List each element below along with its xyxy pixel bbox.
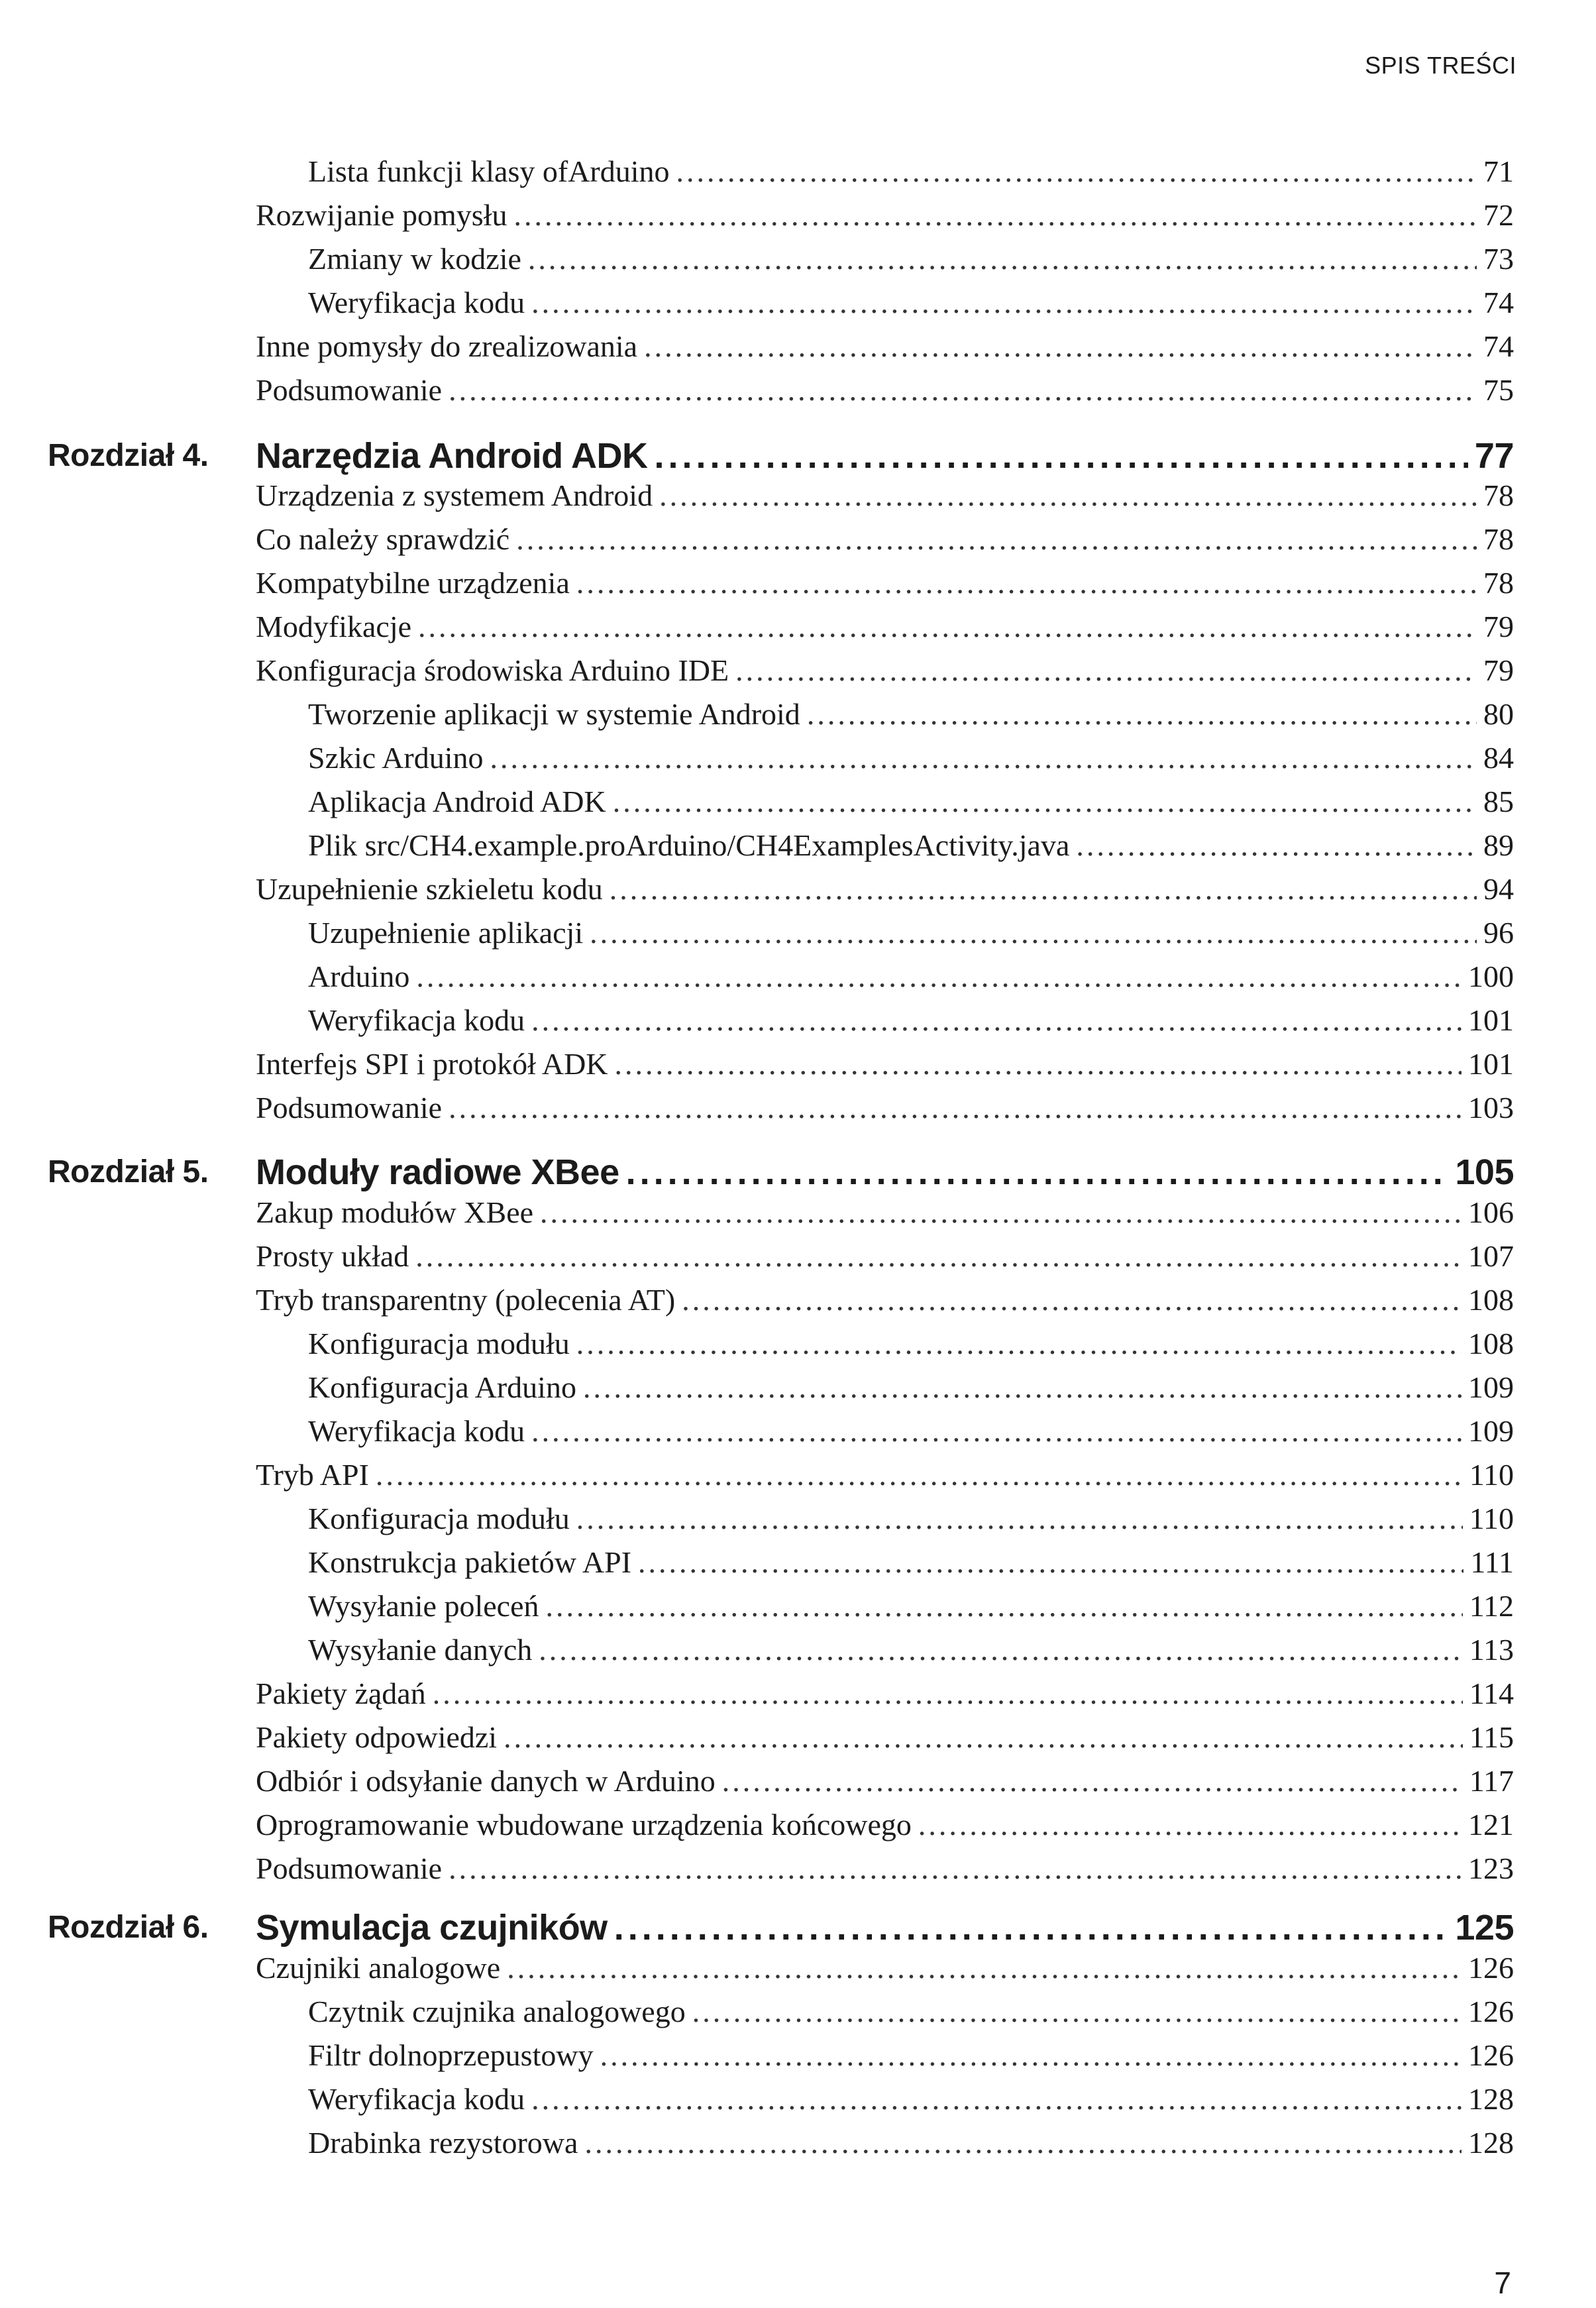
toc-entry-label: Zakup modułów XBee <box>256 1195 534 1229</box>
dot-leader <box>676 152 1477 192</box>
dot-leader <box>516 520 1477 559</box>
toc-entry-page: 117 <box>1469 1764 1514 1798</box>
toc-entry-label: Interfejs SPI i protokół ADK <box>256 1047 608 1081</box>
toc-entry <box>256 1761 1514 1801</box>
toc-entry-label: Tworzenie aplikacji w systemie Android <box>308 697 800 731</box>
dot-leader <box>433 1674 1463 1714</box>
toc-entry-page: 72 <box>1483 198 1514 232</box>
dot-leader <box>918 1805 1462 1845</box>
toc-entry-page: 110 <box>1469 1502 1514 1535</box>
toc-entry-label: Konfiguracja Arduino <box>308 1370 576 1404</box>
toc-entry-page: 115 <box>1469 1720 1514 1754</box>
toc-entry <box>308 913 1514 953</box>
toc-entry-label: Konfiguracja modułu <box>308 1502 570 1535</box>
toc-entry <box>256 1193 1514 1233</box>
toc-entry-label: Modyfikacje <box>256 610 412 643</box>
toc-entry-page: 94 <box>1483 872 1514 906</box>
toc-entry-page: 78 <box>1483 478 1514 512</box>
toc-entry <box>256 520 1514 559</box>
toc-entry-page: 109 <box>1468 1414 1514 1448</box>
chapter-page: 77 <box>1474 436 1514 476</box>
toc-entry-page: 108 <box>1468 1283 1514 1317</box>
toc-entry <box>308 1543 1514 1582</box>
toc-entry <box>308 694 1514 734</box>
toc-entry-page: 128 <box>1468 2126 1514 2160</box>
toc-entry <box>308 152 1514 192</box>
toc-entry <box>256 1849 1514 1889</box>
toc-entry <box>256 607 1514 647</box>
dot-leader <box>531 1411 1462 1451</box>
chapter-title: Narzędzia Android ADK <box>256 436 648 476</box>
toc-entry-label: Pakiety żądań <box>256 1676 426 1710</box>
toc-entry-label: Uzupełnienie aplikacji <box>308 916 584 950</box>
toc-entry <box>308 782 1514 822</box>
dot-leader <box>490 738 1477 778</box>
chapter-heading <box>256 1150 1514 1194</box>
chapter-heading <box>256 1906 1514 1950</box>
toc-entry-page: 85 <box>1483 785 1514 818</box>
chapter-number: Rozdział 5. <box>48 1154 209 1189</box>
toc-entry-page: 100 <box>1468 960 1514 993</box>
toc-entry-page: 111 <box>1470 1545 1514 1579</box>
dot-leader <box>531 283 1477 323</box>
toc-entry-label: Szkic Arduino <box>308 741 484 775</box>
toc-entry-label: Drabinka rezystorowa <box>308 2126 578 2160</box>
dot-leader <box>507 1948 1462 1988</box>
toc-entry-label: Weryfikacja kodu <box>308 1003 525 1037</box>
dot-leader <box>626 1150 1449 1194</box>
toc-entry <box>308 1411 1514 1451</box>
toc-entry-page: 79 <box>1483 610 1514 643</box>
toc-entry <box>256 370 1514 410</box>
toc-entry-page: 109 <box>1468 1370 1514 1404</box>
toc-entry-label: Weryfikacja kodu <box>308 1414 525 1448</box>
toc-entry-page: 84 <box>1483 741 1514 775</box>
toc-entry-label: Czujniki analogowe <box>256 1951 501 1985</box>
toc-entry <box>308 738 1514 778</box>
toc-entry <box>308 2079 1514 2119</box>
toc-entry-label: Lista funkcji klasy ofArduino <box>308 154 670 188</box>
toc-entry-label: Kompatybilne urządzenia <box>256 566 570 600</box>
toc-entry <box>256 476 1514 516</box>
toc-entry-page: 74 <box>1483 286 1514 319</box>
dot-leader <box>1076 826 1477 865</box>
toc-entry-page: 126 <box>1468 1951 1514 1985</box>
toc-entry <box>308 1368 1514 1407</box>
toc-entry <box>308 283 1514 323</box>
dot-leader <box>610 869 1477 909</box>
dot-leader <box>576 563 1477 603</box>
toc-entry-label: Inne pomysły do zrealizowania <box>256 329 638 363</box>
chapter-page: 125 <box>1455 1908 1514 1948</box>
toc-entry-label: Wysyłanie poleceń <box>308 1589 539 1623</box>
dot-leader <box>735 651 1477 690</box>
toc-entry-page: 121 <box>1468 1808 1514 1841</box>
toc-entry-label: Konfiguracja modułu <box>308 1327 570 1360</box>
toc-entry <box>256 563 1514 603</box>
dot-leader <box>613 782 1477 822</box>
toc-entry-label: Urządzenia z systemem Android <box>256 478 653 512</box>
toc-entry <box>308 1324 1514 1364</box>
dot-leader <box>415 1236 1462 1276</box>
chapter-page: 105 <box>1455 1152 1514 1192</box>
toc-entry-page: 101 <box>1468 1047 1514 1081</box>
dot-leader <box>528 239 1477 279</box>
toc-entry <box>256 651 1514 690</box>
dot-leader <box>531 2079 1462 2119</box>
toc-entry-page: 126 <box>1468 2038 1514 2072</box>
dot-leader <box>376 1455 1463 1495</box>
dot-leader <box>545 1586 1462 1626</box>
toc-entry-page: 110 <box>1469 1458 1514 1492</box>
dot-leader <box>449 370 1477 410</box>
toc-entry-label: Podsumowanie <box>256 1851 443 1885</box>
toc-entry <box>308 1586 1514 1626</box>
toc-entry <box>308 1992 1514 2032</box>
dot-leader <box>513 195 1477 235</box>
toc-entry-label: Arduino <box>308 960 410 993</box>
toc-entry-page: 103 <box>1468 1091 1514 1125</box>
toc-entry-page: 74 <box>1483 329 1514 363</box>
dot-leader <box>638 1543 1463 1582</box>
dot-leader <box>590 913 1477 953</box>
dot-leader <box>807 694 1477 734</box>
toc-entry <box>256 1805 1514 1845</box>
dot-leader <box>615 1044 1462 1084</box>
toc-entry-page: 113 <box>1469 1633 1514 1667</box>
dot-leader <box>655 434 1468 478</box>
dot-leader <box>416 957 1462 997</box>
toc-entry-label: Plik src/CH4.example.proArduino/CH4ExamplesActivity.java <box>308 828 1070 862</box>
dot-leader <box>576 1499 1463 1539</box>
toc-entry-page: 75 <box>1483 373 1514 407</box>
toc-entry-label: Tryb API <box>256 1458 369 1492</box>
toc-entry-label: Weryfikacja kodu <box>308 2082 525 2116</box>
dot-leader <box>540 1193 1462 1233</box>
toc-entry-page: 112 <box>1469 1589 1514 1623</box>
toc-entry <box>308 1499 1514 1539</box>
toc-entry-page: 79 <box>1483 653 1514 687</box>
running-head: SPIS TREŚCI <box>1365 52 1516 79</box>
toc-entry <box>308 826 1514 865</box>
toc-entry <box>308 2123 1514 2163</box>
toc-entry-label: Podsumowanie <box>256 373 443 407</box>
dot-leader <box>504 1718 1463 1757</box>
toc-entry <box>308 957 1514 997</box>
toc-entry-label: Zmiany w kodzie <box>308 242 521 276</box>
toc-entry-label: Konfiguracja środowiska Arduino IDE <box>256 653 729 687</box>
page-number: 7 <box>1494 2266 1511 2300</box>
toc-entry-label: Co należy sprawdzić <box>256 522 510 556</box>
toc-entry-label: Czytnik czujnika analogowego <box>308 1995 686 2028</box>
toc-entry <box>308 1630 1514 1670</box>
toc-entry <box>256 869 1514 909</box>
toc-entry <box>256 1674 1514 1714</box>
toc-entry-page: 96 <box>1483 916 1514 950</box>
toc-entry <box>256 1718 1514 1757</box>
chapter-heading <box>256 434 1514 478</box>
toc-entry-label: Podsumowanie <box>256 1091 443 1125</box>
dot-leader <box>644 327 1477 366</box>
dot-leader <box>449 1849 1462 1889</box>
toc-entry-page: 114 <box>1469 1676 1514 1710</box>
chapter-number: Rozdział 6. <box>48 1910 209 1945</box>
toc-entry-page: 80 <box>1483 697 1514 731</box>
chapter-number: Rozdział 4. <box>48 438 209 473</box>
toc-entry-page: 108 <box>1468 1327 1514 1360</box>
toc-entry <box>256 1455 1514 1495</box>
toc-entry-page: 71 <box>1483 154 1514 188</box>
toc-entry-page: 106 <box>1468 1195 1514 1229</box>
dot-leader <box>583 1368 1462 1407</box>
toc-entry-page: 78 <box>1483 566 1514 600</box>
dot-leader <box>659 476 1477 516</box>
toc-entry-label: Tryb transparentny (polecenia AT) <box>256 1283 676 1317</box>
toc-entry-label: Pakiety odpowiedzi <box>256 1720 498 1754</box>
dot-leader <box>682 1280 1462 1320</box>
toc-entry-label: Oprogramowanie wbudowane urządzenia końcowego <box>256 1808 912 1841</box>
dot-leader <box>614 1906 1449 1950</box>
toc-entry-page: 78 <box>1483 522 1514 556</box>
toc-entry-label: Weryfikacja kodu <box>308 286 525 319</box>
toc-entry-page: 123 <box>1468 1851 1514 1885</box>
toc-entry-page: 107 <box>1468 1239 1514 1273</box>
toc-entry-label: Filtr dolnoprzepustowy <box>308 2038 594 2072</box>
toc-entry-label: Rozwijanie pomysłu <box>256 198 507 232</box>
toc-entry-label: Prosty układ <box>256 1239 409 1273</box>
dot-leader <box>600 2036 1462 2075</box>
toc-entry <box>308 1001 1514 1040</box>
toc-entry-page: 89 <box>1483 828 1514 862</box>
toc-entry <box>256 1088 1514 1128</box>
toc-entry <box>308 239 1514 279</box>
chapter-title: Moduły radiowe XBee <box>256 1152 619 1192</box>
dot-leader <box>576 1324 1462 1364</box>
toc-entry-label: Odbiór i odsyłanie danych w Arduino <box>256 1764 716 1798</box>
toc-entry <box>256 1044 1514 1084</box>
toc-entry-page: 128 <box>1468 2082 1514 2116</box>
dot-leader <box>418 607 1477 647</box>
toc-entry-page: 126 <box>1468 1995 1514 2028</box>
dot-leader <box>722 1761 1463 1801</box>
toc-entry <box>256 1280 1514 1320</box>
toc-entry-page: 101 <box>1468 1003 1514 1037</box>
toc-entry <box>308 2036 1514 2075</box>
toc-entry-label: Aplikacja Android ADK <box>308 785 606 818</box>
toc-entry-label: Wysyłanie danych <box>308 1633 533 1667</box>
chapter-title: Symulacja czujników <box>256 1908 608 1948</box>
toc-entry <box>256 195 1514 235</box>
dot-leader <box>531 1001 1462 1040</box>
toc-entry-label: Uzupełnienie szkieletu kodu <box>256 872 603 906</box>
toc-entry-page: 73 <box>1483 242 1514 276</box>
toc-entry-label: Konstrukcja pakietów API <box>308 1545 632 1579</box>
dot-leader <box>539 1630 1462 1670</box>
dot-leader <box>584 2123 1462 2163</box>
toc-entry <box>256 1948 1514 1988</box>
dot-leader <box>692 1992 1462 2032</box>
toc-entry <box>256 327 1514 366</box>
dot-leader <box>449 1088 1462 1128</box>
toc-entry <box>256 1236 1514 1276</box>
